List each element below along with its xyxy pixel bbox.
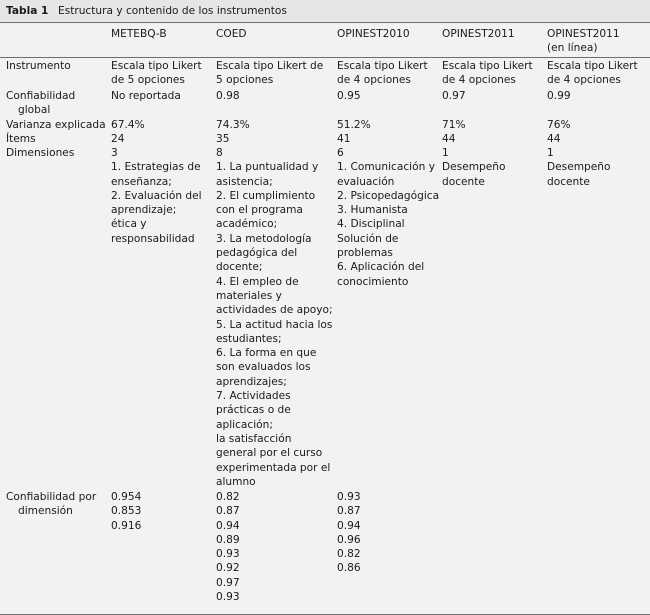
cell-confiabilidad: [547, 89, 571, 103]
cell-dimensiones: [111, 146, 202, 246]
cell-dimensiones-line: responsabilidad: [111, 232, 195, 245]
table-caption-title: Estructura y contenido de los instrumentos: [58, 5, 287, 17]
row-label-confiabilidad: [6, 89, 75, 118]
cell-dimensiones-line: ética y: [111, 218, 147, 231]
cell-dimensiones-line: académico;: [216, 218, 278, 231]
cell-confiabilidad-dim-line: 0.954: [111, 491, 142, 503]
cell-instrumento-line: Escala tipo Likert: [337, 60, 428, 72]
cell-dimensiones-line: 4. El empleo de: [216, 275, 299, 288]
cell-instrumento: [111, 59, 202, 88]
cell-instrumento-line: Escala tipo Likert: [111, 60, 202, 72]
cell-confiabilidad-dim-line: 0.89: [216, 533, 240, 546]
cell-dimensiones-line: Solución de: [337, 232, 399, 245]
cell-instrumento: [216, 59, 323, 88]
cell-dimensiones-line: conocimiento: [337, 275, 409, 288]
cell-confiabilidad-line: 0.98: [216, 90, 240, 102]
column-header-line: COED: [216, 28, 247, 40]
cell-confiabilidad-dim: [337, 490, 361, 576]
cell-items: [547, 132, 560, 146]
cell-dimensiones: [547, 146, 610, 189]
cell-confiabilidad-line: 0.99: [547, 90, 571, 102]
cell-dimensiones-line: son evaluados los: [216, 361, 311, 374]
column-header: [216, 27, 247, 41]
cell-varianza-line: 76%: [547, 119, 571, 131]
cell-instrumento-line: Escala tipo Likert de: [216, 60, 324, 72]
cell-instrumento-line: de 5 opciones: [111, 74, 185, 87]
cell-dimensiones: [337, 146, 439, 289]
cell-dimensiones-line: docente: [442, 175, 485, 188]
cell-confiabilidad: [442, 89, 466, 103]
cell-dimensiones-line: 1. Comunicación y: [337, 161, 435, 174]
cell-instrumento: [442, 59, 533, 88]
cell-items: [337, 132, 350, 146]
cell-dimensiones-line: 8: [216, 147, 223, 159]
table-caption-bar: [0, 0, 650, 22]
row-label-confiabilidad-dim-line: dimensión: [18, 505, 73, 518]
cell-items-line: 24: [111, 133, 125, 145]
cell-dimensiones-line: alumno: [216, 475, 256, 488]
table-header-rule: [0, 57, 650, 58]
cell-dimensiones-line: experimentada por el: [216, 461, 331, 474]
cell-confiabilidad-dim-line: 0.92: [216, 562, 240, 575]
cell-dimensiones-line: docente: [547, 175, 590, 188]
row-label-instrumento: [6, 59, 71, 73]
cell-dimensiones-line: docente;: [216, 261, 263, 274]
cell-confiabilidad-line: No reportada: [111, 90, 181, 102]
cell-items: [111, 132, 124, 146]
cell-dimensiones-line: actividades de apoyo;: [216, 304, 333, 317]
cell-varianza-line: 71%: [442, 119, 466, 131]
row-label-confiabilidad-dim-line: Confiabilidad por: [6, 491, 97, 503]
cell-items-line: 44: [442, 133, 456, 145]
cell-dimensiones-line: aprendizajes;: [216, 375, 287, 388]
table-top-rule: [0, 22, 650, 23]
cell-confiabilidad-line: 0.95: [337, 90, 361, 102]
cell-confiabilidad-dim-line: 0.87: [216, 505, 240, 518]
cell-dimensiones: [442, 146, 505, 189]
cell-items-line: 41: [337, 133, 351, 145]
cell-items: [216, 132, 229, 146]
table-caption-label: Tabla 1: [6, 5, 49, 17]
cell-dimensiones-line: problemas: [337, 247, 393, 260]
cell-confiabilidad: [216, 89, 240, 103]
cell-dimensiones-line: estudiantes;: [216, 332, 282, 345]
cell-instrumento-line: 5 opciones: [216, 74, 274, 87]
cell-confiabilidad-dim-line: 0.82: [337, 548, 361, 561]
cell-confiabilidad-dim: [216, 490, 240, 604]
column-header: [111, 27, 167, 41]
column-header-line: OPINEST2010: [337, 28, 410, 40]
cell-dimensiones-line: prácticas o de: [216, 404, 291, 417]
instruments-table: [0, 22, 650, 615]
cell-varianza: [442, 118, 466, 132]
cell-dimensiones-line: 2. Evaluación del: [111, 189, 202, 202]
cell-dimensiones-line: 3. La metodología: [216, 232, 312, 245]
cell-dimensiones-line: materiales y: [216, 289, 282, 302]
cell-confiabilidad-dim-line: 0.93: [216, 548, 240, 561]
cell-varianza-line: 51.2%: [337, 119, 371, 131]
cell-confiabilidad: [337, 89, 361, 103]
cell-dimensiones-line: pedagógica del: [216, 247, 298, 260]
cell-dimensiones-line: enseñanza;: [111, 175, 172, 188]
cell-dimensiones-line: 3: [111, 147, 118, 159]
cell-instrumento-line: de 4 opciones: [337, 74, 411, 87]
cell-confiabilidad-line: 0.97: [442, 90, 466, 102]
cell-confiabilidad: [111, 89, 181, 103]
row-label-confiabilidad-dim: [6, 490, 96, 519]
cell-dimensiones-line: 1: [442, 147, 449, 159]
cell-confiabilidad-dim-line: 0.94: [337, 519, 361, 532]
cell-items: [442, 132, 455, 146]
cell-confiabilidad-dim: [111, 490, 141, 533]
cell-dimensiones-line: 2. Psicopedagógica: [337, 189, 440, 202]
cell-dimensiones-line: 1. La puntualidad y: [216, 161, 319, 174]
cell-dimensiones-line: asistencia;: [216, 175, 273, 188]
row-label-dimensiones: [6, 146, 74, 160]
cell-instrumento-line: Escala tipo Likert: [547, 60, 638, 72]
column-header-line: OPINEST2011: [442, 28, 515, 40]
cell-confiabilidad-dim-line: 0.916: [111, 519, 142, 532]
cell-instrumento: [547, 59, 638, 88]
cell-dimensiones-line: con el programa: [216, 204, 303, 217]
cell-varianza-line: 74.3%: [216, 119, 250, 131]
cell-dimensiones-line: 1. Estrategias de: [111, 161, 201, 174]
column-header-line: (en línea): [547, 42, 598, 55]
row-label-instrumento-line: Instrumento: [6, 60, 71, 72]
cell-confiabilidad-dim-line: 0.96: [337, 533, 361, 546]
cell-dimensiones-line: 4. Disciplinal: [337, 218, 405, 231]
row-label-confiabilidad-line: Confiabilidad: [6, 90, 76, 102]
cell-varianza: [216, 118, 250, 132]
cell-dimensiones-line: 1: [547, 147, 554, 159]
column-header-line: OPINEST2011: [547, 28, 620, 40]
cell-confiabilidad-dim-line: 0.93: [337, 491, 361, 503]
cell-dimensiones-line: 7. Actividades: [216, 390, 291, 403]
cell-dimensiones-line: aplicación;: [216, 418, 273, 431]
cell-confiabilidad-dim-line: 0.94: [216, 519, 240, 532]
row-label-varianza-line: Varianza explicada: [6, 119, 106, 131]
cell-dimensiones-line: 6. La forma en que: [216, 347, 317, 360]
cell-confiabilidad-dim-line: 0.93: [216, 591, 240, 604]
column-header-line: METEBQ-B: [111, 28, 167, 40]
cell-confiabilidad-dim-line: 0.97: [216, 576, 240, 589]
cell-items-line: 35: [216, 133, 230, 145]
cell-varianza: [337, 118, 371, 132]
cell-confiabilidad-dim-line: 0.86: [337, 562, 361, 575]
cell-dimensiones-line: aprendizaje;: [111, 204, 177, 217]
cell-confiabilidad-dim-line: 0.82: [216, 491, 240, 503]
cell-dimensiones-line: 6: [337, 147, 344, 159]
cell-varianza: [111, 118, 145, 132]
row-label-dimensiones-line: Dimensiones: [6, 147, 75, 159]
cell-instrumento-line: de 4 opciones: [547, 74, 621, 87]
cell-items-line: 44: [547, 133, 561, 145]
cell-dimensiones-line: 6. Aplicación del: [337, 261, 425, 274]
row-label-items: [6, 132, 36, 146]
column-header: [547, 27, 620, 56]
row-label-varianza: [6, 118, 106, 132]
cell-dimensiones-line: 2. El cumplimiento: [216, 189, 316, 202]
cell-dimensiones-line: Desempeño: [442, 161, 506, 174]
row-label-confiabilidad-line: global: [18, 104, 51, 117]
cell-instrumento: [337, 59, 428, 88]
cell-dimensiones-line: 5. La actitud hacia los: [216, 318, 333, 331]
cell-dimensiones-line: 3. Humanista: [337, 204, 408, 217]
cell-dimensiones-line: Desempeño: [547, 161, 611, 174]
cell-confiabilidad-dim-line: 0.87: [337, 505, 361, 518]
column-header: [337, 27, 410, 41]
cell-dimensiones: [216, 146, 333, 489]
cell-instrumento-line: de 4 opciones: [442, 74, 516, 87]
cell-varianza-line: 67.4%: [111, 119, 145, 131]
cell-dimensiones-line: general por el curso: [216, 447, 323, 460]
cell-dimensiones-line: la satisfacción: [216, 432, 292, 445]
column-header: [442, 27, 515, 41]
cell-confiabilidad-dim-line: 0.853: [111, 505, 142, 518]
row-label-items-line: Ítems: [6, 133, 36, 145]
cell-instrumento-line: Escala tipo Likert: [442, 60, 533, 72]
cell-dimensiones-line: evaluación: [337, 175, 395, 188]
cell-varianza: [547, 118, 571, 132]
